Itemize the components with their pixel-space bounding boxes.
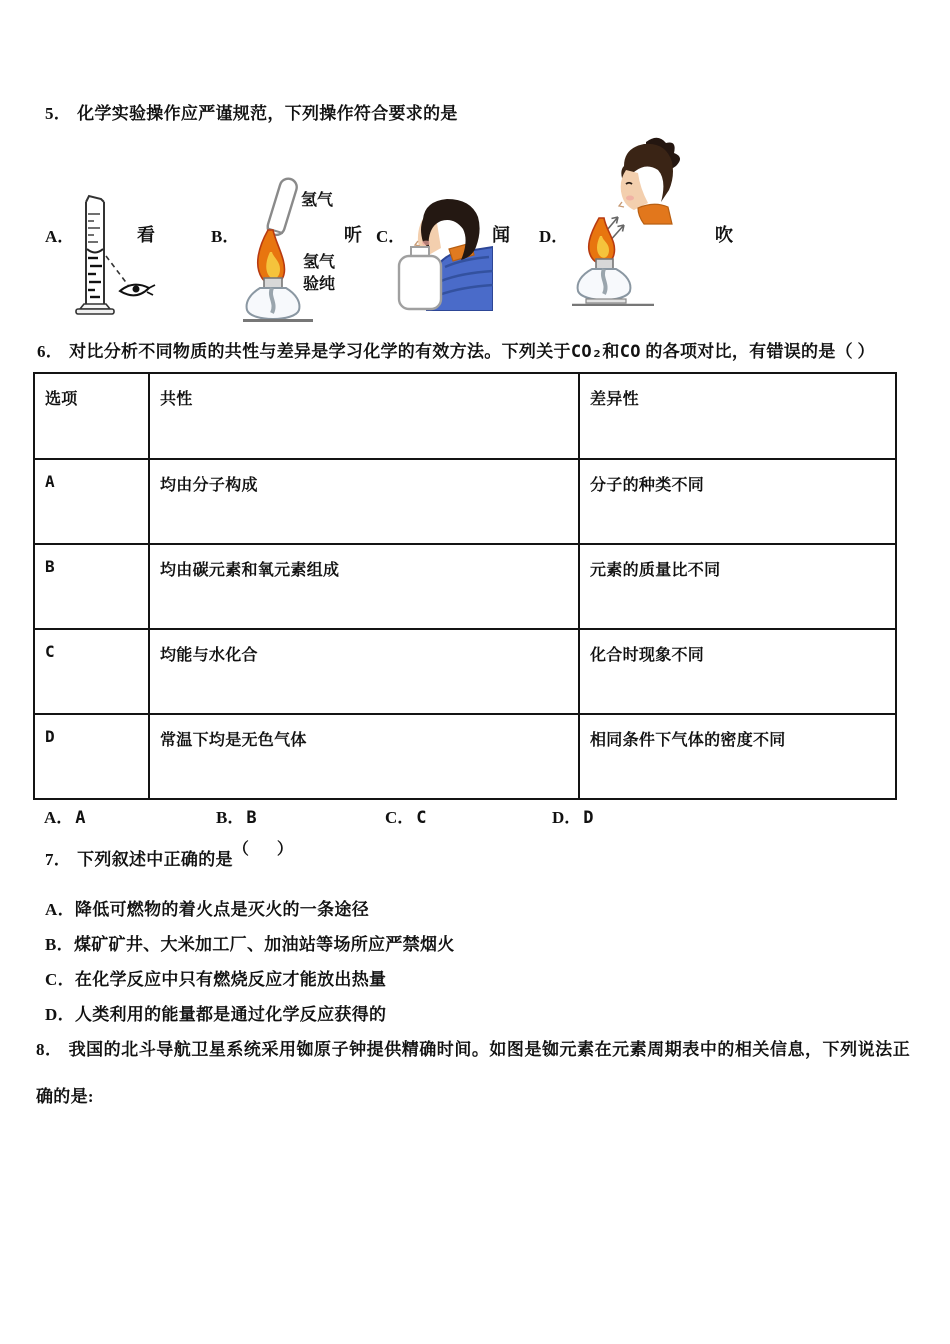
question-6-title [37,340,875,365]
blow-label: 吹 [715,225,733,245]
row-a-letter: A [45,472,55,491]
girl-blowing-lamp-icon [572,136,694,306]
q5-option-c-label: C． [376,227,406,246]
table-row-b [34,544,896,629]
row-a-commonality: 均由分子构成 [160,477,258,494]
row-b-commonality: 均由碳元素和氧元素组成 [160,562,340,579]
hydrogen-label: 氢气 [301,192,334,209]
table-header-row [34,373,896,459]
table-row-d [34,714,896,799]
graduated-cylinder-eye-icon [62,192,162,320]
question-8-text: 我国的北斗导航卫星系统采用铷原子钟提供精确时间。如图是铷元素在元素周期表中的相关信息，下列说法正确的是: [36,1040,910,1106]
question-7-title [45,841,299,872]
q5-option-a-label: A． [45,227,75,246]
question-7-number: 7． [45,850,72,869]
table-header-commonality: 共性 [149,373,579,459]
question-8-title [36,1026,910,1120]
hydrogen-purity-label-line2: 验纯 [303,276,336,293]
q7-option-a: A．降低可燃物的着火点是灭火的一条途径 [45,900,369,919]
q6-answer-option-d: D． D [552,808,594,828]
q7-option-c: C．在化学反应中只有燃烧反应才能放出热量 [45,970,387,989]
question-6-text-pre: 对比分析不同物质的共性与差异是学习化学的有效方法。下列关于 [69,342,571,361]
row-a-difference: 分子的种类不同 [590,477,705,494]
question-7-text: 下列叙述中正确的是 [77,850,233,869]
row-c-difference: 化合时现象不同 [590,647,705,664]
table-row-c [34,629,896,714]
q6-answer-option-b: B． B [216,808,257,828]
row-d-difference: 相同条件下气体的密度不同 [590,732,786,749]
look-label: 看 [137,225,155,245]
table-header-option: 选项 [34,373,149,459]
boy-smelling-bottle-icon [393,197,493,311]
row-c-letter: C [45,642,55,661]
row-b-difference: 元素的质量比不同 [590,562,721,579]
q7-option-d: D．人类利用的能量都是通过化学反应获得的 [45,1005,387,1024]
question-6-text-post: 的各项对比，有错误的是（ ） [640,342,875,361]
q7-option-b: B．煤矿矿井、大米加工厂、加油站等场所应严禁烟火 [45,935,455,954]
q5-option-b-label: B． [211,227,240,246]
co2-formula: CO₂ [570,342,603,362]
row-b-letter: B [45,557,55,576]
hydrogen-purity-label-line1: 氢气 [303,254,336,271]
co-formula: CO [619,342,641,362]
smell-label: 闻 [492,225,510,245]
question-6-number: 6． [37,342,64,361]
comparison-table [33,372,897,800]
question-7-answer-blank: （ ） [232,841,299,858]
row-d-commonality: 常温下均是无色气体 [160,732,307,749]
listen-label: 听 [344,225,362,245]
question-5-number: 5． [45,104,72,123]
question-6-conj: 和 [602,342,620,361]
question-8-number: 8． [36,1040,63,1059]
q5-option-d-label: D． [539,227,569,246]
q6-answer-option-c: C． C [385,808,427,828]
row-d-letter: D [45,727,55,746]
table-row-a [34,459,896,544]
question-5-title [45,102,458,126]
question-5-text: 化学实验操作应严谨规范，下列操作符合要求的是 [77,104,458,123]
table-header-difference: 差异性 [579,373,896,459]
q6-answer-option-a: A． A [44,808,86,828]
row-c-commonality: 均能与水化合 [160,647,258,664]
